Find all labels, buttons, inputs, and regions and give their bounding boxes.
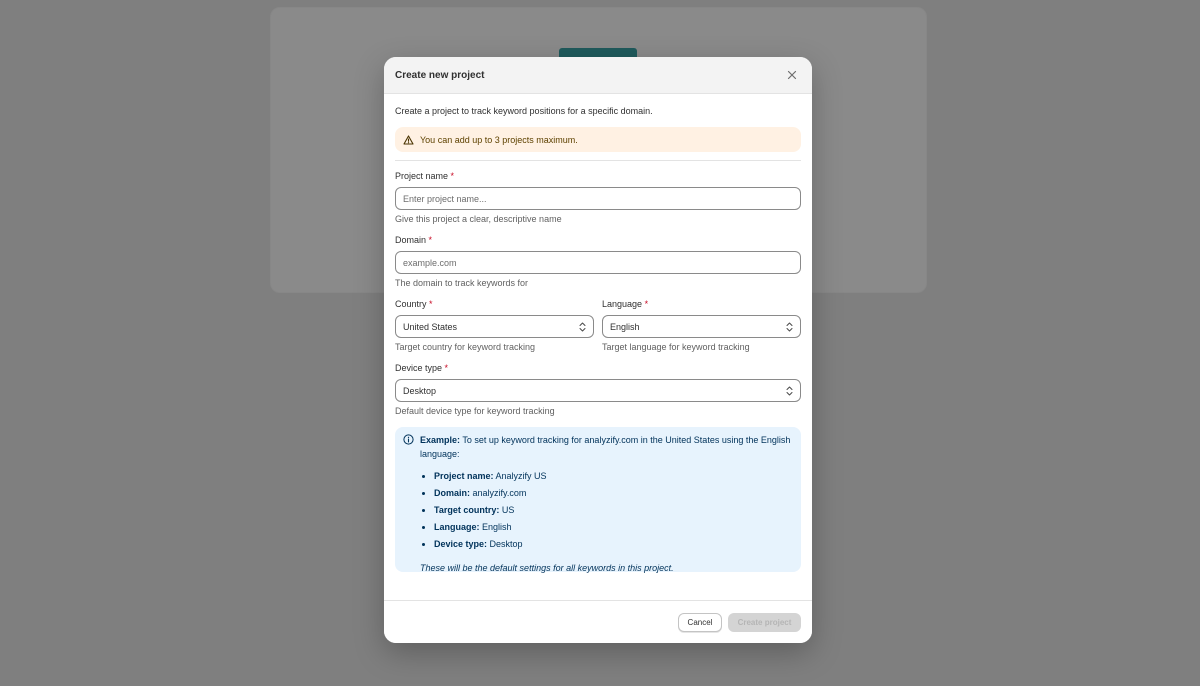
- required-mark: *: [429, 299, 433, 309]
- close-icon: [787, 70, 797, 80]
- example-intro: [420, 433, 793, 461]
- required-mark: *: [444, 363, 449, 373]
- domain-help: The domain to track keywords for: [395, 278, 529, 288]
- domain-input-wrapper: [395, 251, 801, 274]
- language-field: [602, 299, 801, 353]
- modal-header: [384, 57, 812, 94]
- language-select[interactable]: [602, 315, 801, 338]
- example-info-box: [395, 427, 801, 572]
- list-item: [434, 520, 793, 534]
- modal-body: [384, 94, 812, 572]
- device-type-select-value: Desktop: [403, 385, 437, 396]
- list-item-key: Device type:: [434, 539, 488, 549]
- device-type-select[interactable]: [395, 379, 801, 402]
- list-item-key: Project name:: [434, 471, 494, 481]
- list-item: [434, 503, 793, 517]
- list-item: [434, 469, 793, 483]
- alert-triangle-icon: [403, 135, 414, 145]
- example-heading: Example:: [420, 435, 461, 445]
- select-chevrons-icon: [786, 322, 793, 332]
- country-field: [395, 299, 594, 353]
- example-content: [420, 433, 793, 573]
- country-help: Target country for keyword tracking: [395, 342, 536, 352]
- domain-input[interactable]: [403, 258, 793, 268]
- domain-field: [395, 235, 801, 289]
- project-name-field: [395, 171, 801, 225]
- list-item-key: Target country:: [434, 505, 500, 515]
- required-mark: *: [450, 171, 455, 181]
- list-item-value: US: [499, 505, 515, 515]
- cancel-button[interactable]: Cancel: [678, 613, 722, 632]
- create-project-modal: [384, 57, 812, 643]
- required-mark: *: [428, 235, 433, 245]
- project-name-help: Give this project a clear, descriptive name: [395, 214, 562, 224]
- project-name-label: [395, 171, 801, 182]
- device-type-label-text: Device type: [395, 363, 443, 373]
- modal-title: Create new project: [395, 69, 485, 81]
- divider: [395, 160, 801, 161]
- list-item-value: Desktop: [487, 539, 523, 549]
- modal-footer: [384, 600, 812, 643]
- list-item: [434, 486, 793, 500]
- country-label: [395, 299, 594, 310]
- country-language-row: [395, 299, 801, 363]
- project-name-label-text: Project name: [395, 171, 449, 181]
- close-button[interactable]: [783, 66, 801, 84]
- select-chevrons-icon: [786, 386, 793, 396]
- select-chevrons-icon: [579, 322, 586, 332]
- example-text: To set up keyword tracking for analyzify.com in the United States using the English language:: [420, 435, 791, 459]
- list-item-key: Domain:: [434, 488, 470, 498]
- warning-text: You can add up to 3 projects maximum.: [420, 134, 578, 145]
- intro-text: Create a project to track keyword positions for a specific domain.: [395, 106, 653, 116]
- device-type-help: Default device type for keyword tracking: [395, 406, 555, 416]
- list-item-value: Analyzify US: [493, 471, 547, 481]
- domain-label-text: Domain: [395, 235, 427, 245]
- device-type-label: [395, 363, 801, 374]
- list-item-value: analyzify.com: [470, 488, 527, 498]
- language-select-value: English: [610, 321, 640, 332]
- country-select[interactable]: [395, 315, 594, 338]
- country-select-value: United States: [403, 321, 458, 332]
- warning-banner: [395, 127, 801, 152]
- list-item-value: English: [479, 522, 512, 532]
- domain-label: [395, 235, 801, 246]
- project-name-input-wrapper: [395, 187, 801, 210]
- required-mark: *: [644, 299, 649, 309]
- example-list: [420, 469, 793, 551]
- device-type-field: [395, 363, 801, 417]
- language-label: [602, 299, 801, 310]
- project-name-input[interactable]: [403, 194, 793, 204]
- create-project-button[interactable]: Create project: [728, 613, 801, 632]
- language-label-text: Language: [602, 299, 643, 309]
- info-icon: [403, 434, 414, 566]
- country-label-text: Country: [395, 299, 427, 309]
- list-item-key: Language:: [434, 522, 480, 532]
- list-item: [434, 537, 793, 551]
- language-help: Target language for keyword tracking: [602, 342, 750, 352]
- example-note: These will be the default settings for all keywords in this project.: [420, 563, 674, 573]
